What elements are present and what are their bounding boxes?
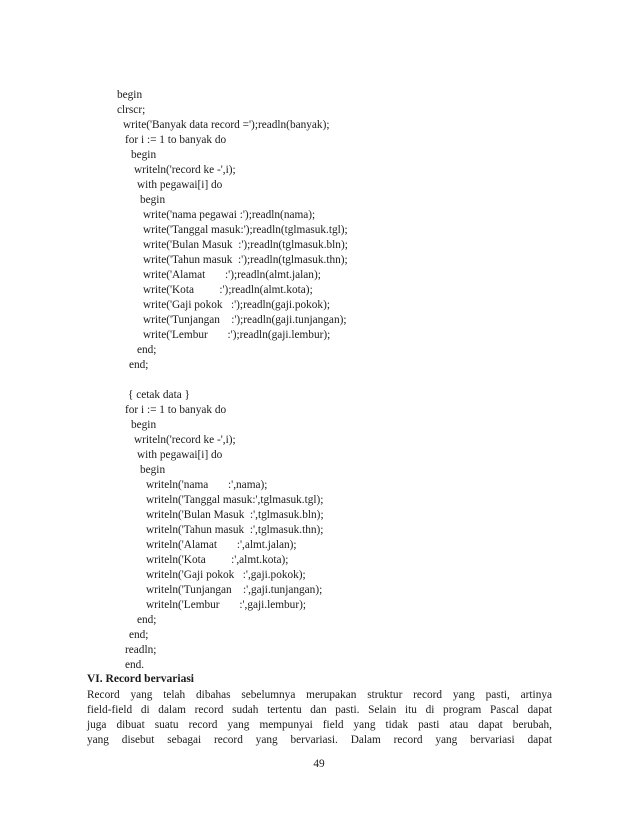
code-line: end;	[129, 359, 149, 371]
code-line: write('Kota :');readln(almt.kota);	[143, 284, 313, 296]
code-line: for i := 1 to banyak do	[125, 404, 227, 416]
code-line: writeln('Alamat :',almt.jalan);	[146, 539, 297, 551]
code-line: write('Bulan Masuk :');readln(tglmasuk.bln);	[143, 239, 348, 251]
paragraph-line: juga dibuat suatu record yang mempunyai field yang tidak pasti atau dapat berubah,	[87, 719, 552, 731]
code-line: write('Tanggal masuk:');readln(tglmasuk.tgl);	[143, 224, 348, 236]
code-line: end;	[129, 629, 149, 641]
code-line: end;	[137, 344, 157, 356]
code-line: write('Tunjangan :');readln(gaji.tunjangan);	[143, 314, 347, 326]
code-line: begin	[131, 419, 157, 431]
code-line: write('Tahun masuk :');readln(tglmasuk.thn);	[143, 254, 348, 266]
code-line: writeln('Tunjangan :',gaji.tunjangan);	[146, 584, 323, 596]
code-line: write('Banyak data record =');readln(banyak);	[123, 119, 330, 131]
code-line: writeln('Tanggal masuk:',tglmasuk.tgl);	[146, 494, 324, 506]
paragraph-line: Record yang telah dibahas sebelumnya merupakan struktur record yang pasti, artinya	[87, 689, 552, 701]
code-line: begin	[117, 89, 143, 101]
page-number: 49	[313, 758, 325, 770]
code-line: for i := 1 to banyak do	[125, 134, 227, 146]
code-line: clrscr;	[117, 104, 146, 116]
code-line: with pegawai[i] do	[137, 179, 223, 191]
code-line: write('Lembur :');readln(gaji.lembur);	[143, 329, 331, 341]
code-line: end.	[125, 659, 145, 671]
code-line: writeln('Kota :',almt.kota);	[146, 554, 289, 566]
section-heading: VI. Record bervariasi	[87, 673, 194, 685]
code-line: writeln('Bulan Masuk :',tglmasuk.bln);	[146, 509, 324, 521]
code-comment: { cetak data }	[128, 389, 190, 401]
code-line: write('Gaji pokok :');readln(gaji.pokok);	[143, 299, 330, 311]
code-line: writeln('record ke -',i);	[134, 434, 236, 446]
code-line: writeln('nama :',nama);	[146, 479, 268, 491]
code-line: begin	[140, 194, 166, 206]
code-line: write('nama pegawai :');readln(nama);	[143, 209, 316, 221]
code-line: writeln('Gaji pokok :',gaji.pokok);	[146, 569, 306, 581]
code-line: begin	[131, 149, 157, 161]
paragraph-line: yang disebut sebagai record yang bervariasi. Dalam record yang bervariasi dapat	[87, 734, 552, 746]
code-line: writeln('Tahun masuk :',tglmasuk.thn);	[146, 524, 324, 536]
code-line: writeln('Lembur :',gaji.lembur);	[146, 599, 306, 611]
paragraph-line: field-field di dalam record sudah tertentu dan pasti. Selain itu di program Pascal dapat	[87, 704, 552, 716]
code-line: writeln('record ke -',i);	[134, 164, 236, 176]
code-line: write('Alamat :');readln(almt.jalan);	[143, 269, 321, 281]
code-line: begin	[140, 464, 166, 476]
code-line: end;	[137, 614, 157, 626]
code-line: readln;	[125, 644, 157, 656]
code-line: with pegawai[i] do	[137, 449, 223, 461]
